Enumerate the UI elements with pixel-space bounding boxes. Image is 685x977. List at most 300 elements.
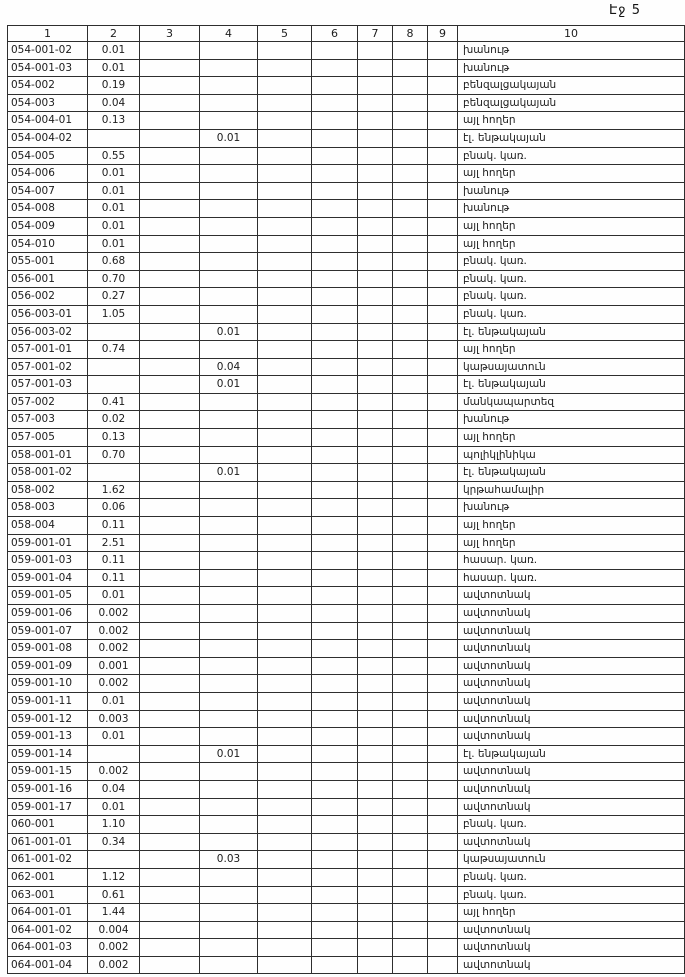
cell xyxy=(140,780,200,798)
table-row xyxy=(8,833,685,851)
cell xyxy=(140,94,200,112)
cell xyxy=(140,939,200,957)
cell xyxy=(140,552,200,570)
cell xyxy=(393,235,428,253)
cell xyxy=(358,816,393,834)
cell xyxy=(258,798,312,816)
cell xyxy=(312,587,358,605)
cell: 0.11 xyxy=(88,569,140,587)
cell xyxy=(312,552,358,570)
cell xyxy=(428,534,458,552)
cell xyxy=(393,851,428,869)
cell: 054-001-02 xyxy=(8,42,88,60)
cell: 056-003-01 xyxy=(8,305,88,323)
cell xyxy=(428,587,458,605)
cell xyxy=(88,464,140,482)
cell xyxy=(393,270,428,288)
cell xyxy=(258,517,312,535)
cell: էլ. ենթակայան xyxy=(458,376,685,394)
cell: խանութ xyxy=(458,200,685,218)
cell xyxy=(200,939,258,957)
cell xyxy=(393,376,428,394)
cell: բնակ. կառ. xyxy=(458,305,685,323)
cell xyxy=(140,112,200,130)
cell xyxy=(358,305,393,323)
cell xyxy=(428,517,458,535)
cell xyxy=(140,464,200,482)
cell xyxy=(393,147,428,165)
cell: բենզալցակայան xyxy=(458,77,685,95)
cell xyxy=(140,851,200,869)
table-row xyxy=(8,710,685,728)
cell: 0.01 xyxy=(88,42,140,60)
cell xyxy=(312,622,358,640)
cell: 0.01 xyxy=(88,217,140,235)
cell xyxy=(258,499,312,517)
cell xyxy=(312,464,358,482)
cell xyxy=(393,780,428,798)
cell: 057-005 xyxy=(8,429,88,447)
cell xyxy=(393,253,428,271)
cell xyxy=(428,904,458,922)
cell xyxy=(358,517,393,535)
cell xyxy=(88,376,140,394)
cell xyxy=(393,517,428,535)
cell xyxy=(140,323,200,341)
cell xyxy=(393,341,428,359)
cell xyxy=(140,904,200,922)
cell xyxy=(140,868,200,886)
cell xyxy=(312,147,358,165)
cell: 054-001-03 xyxy=(8,59,88,77)
cell: 057-001-02 xyxy=(8,358,88,376)
cell xyxy=(358,94,393,112)
cell: կաթսայատուն xyxy=(458,851,685,869)
header-cell: 6 xyxy=(312,26,358,42)
cell xyxy=(428,77,458,95)
cell: 0.01 xyxy=(200,376,258,394)
cell xyxy=(200,446,258,464)
cell xyxy=(258,112,312,130)
table-row xyxy=(8,921,685,939)
cell xyxy=(358,534,393,552)
cell: 0.01 xyxy=(88,182,140,200)
cell xyxy=(140,816,200,834)
cell xyxy=(200,341,258,359)
cell xyxy=(358,886,393,904)
cell: 059-001-07 xyxy=(8,622,88,640)
cell: 059-001-01 xyxy=(8,534,88,552)
cell: 0.01 xyxy=(200,129,258,147)
cell xyxy=(358,235,393,253)
cell xyxy=(258,481,312,499)
cell: 061-001-02 xyxy=(8,851,88,869)
cell xyxy=(258,833,312,851)
cell xyxy=(258,939,312,957)
cell xyxy=(393,640,428,658)
cell xyxy=(393,657,428,675)
cell xyxy=(312,253,358,271)
cell xyxy=(140,59,200,77)
cell xyxy=(200,200,258,218)
cell: 057-001-03 xyxy=(8,376,88,394)
cell xyxy=(140,657,200,675)
cell xyxy=(358,481,393,499)
cell: 058-003 xyxy=(8,499,88,517)
cell xyxy=(358,605,393,623)
table-row xyxy=(8,728,685,746)
cell: այլ հողեր xyxy=(458,904,685,922)
cell xyxy=(358,165,393,183)
cell xyxy=(200,886,258,904)
cell xyxy=(258,745,312,763)
cell xyxy=(200,622,258,640)
cell xyxy=(393,904,428,922)
cell xyxy=(140,569,200,587)
cell xyxy=(358,587,393,605)
cell xyxy=(428,728,458,746)
cell: ավտոտնակ xyxy=(458,622,685,640)
cell xyxy=(428,481,458,499)
cell: բենզալցակայան xyxy=(458,94,685,112)
cell xyxy=(393,481,428,499)
cell: 054-004-02 xyxy=(8,129,88,147)
cell xyxy=(428,956,458,974)
cell xyxy=(140,42,200,60)
header-cell: 2 xyxy=(88,26,140,42)
cell: 058-001-01 xyxy=(8,446,88,464)
cell xyxy=(428,851,458,869)
cell xyxy=(393,692,428,710)
cell xyxy=(312,692,358,710)
cell xyxy=(258,129,312,147)
cell: 0.11 xyxy=(88,552,140,570)
cell: 0.01 xyxy=(88,200,140,218)
cell: 064-001-04 xyxy=(8,956,88,974)
cell: 054-003 xyxy=(8,94,88,112)
cell xyxy=(393,288,428,306)
cell: խանութ xyxy=(458,182,685,200)
cell xyxy=(258,411,312,429)
cell xyxy=(200,569,258,587)
cell: 0.11 xyxy=(88,517,140,535)
cell: 054-007 xyxy=(8,182,88,200)
cell xyxy=(393,59,428,77)
cell xyxy=(428,393,458,411)
cell xyxy=(258,305,312,323)
cell xyxy=(393,112,428,130)
cell: խանութ xyxy=(458,42,685,60)
cell xyxy=(428,147,458,165)
cell xyxy=(258,886,312,904)
header-cell: 5 xyxy=(258,26,312,42)
cell xyxy=(258,640,312,658)
cell xyxy=(258,692,312,710)
cell: 059-001-13 xyxy=(8,728,88,746)
cell xyxy=(200,94,258,112)
cell: 1.44 xyxy=(88,904,140,922)
cell xyxy=(358,129,393,147)
cell xyxy=(358,780,393,798)
cell: 0.01 xyxy=(200,464,258,482)
cell xyxy=(200,165,258,183)
cell xyxy=(140,129,200,147)
cell xyxy=(140,640,200,658)
cell xyxy=(393,411,428,429)
cell xyxy=(140,393,200,411)
cell: ավտոտնակ xyxy=(458,657,685,675)
cell xyxy=(140,499,200,517)
cell: 054-005 xyxy=(8,147,88,165)
cell xyxy=(140,710,200,728)
table-row xyxy=(8,745,685,763)
cell: 0.01 xyxy=(88,798,140,816)
cell xyxy=(312,323,358,341)
cell xyxy=(200,253,258,271)
cell xyxy=(258,622,312,640)
cell xyxy=(312,129,358,147)
cell xyxy=(393,464,428,482)
cell xyxy=(428,217,458,235)
cell xyxy=(200,270,258,288)
cell: 0.61 xyxy=(88,886,140,904)
cell xyxy=(358,393,393,411)
cell: հասար. կառ. xyxy=(458,552,685,570)
cell: ավտոտնակ xyxy=(458,587,685,605)
cell xyxy=(312,745,358,763)
table-row xyxy=(8,851,685,869)
cell: բնակ. կառ. xyxy=(458,288,685,306)
cell xyxy=(358,939,393,957)
cell: այլ հողեր xyxy=(458,235,685,253)
cell: ավտոտնակ xyxy=(458,605,685,623)
cell xyxy=(200,42,258,60)
cell: 0.002 xyxy=(88,605,140,623)
cell: 0.002 xyxy=(88,675,140,693)
cell xyxy=(258,59,312,77)
cell xyxy=(312,534,358,552)
cell xyxy=(140,288,200,306)
cell: 0.003 xyxy=(88,710,140,728)
cell: խանութ xyxy=(458,411,685,429)
cell: 0.002 xyxy=(88,956,140,974)
cell xyxy=(200,816,258,834)
cell xyxy=(312,499,358,517)
cell xyxy=(312,605,358,623)
cell xyxy=(140,605,200,623)
cell xyxy=(140,517,200,535)
table-row xyxy=(8,288,685,306)
cell xyxy=(200,833,258,851)
page-number-label: Էջ 5 xyxy=(608,3,641,18)
cell xyxy=(358,640,393,658)
cell: 0.13 xyxy=(88,112,140,130)
cell xyxy=(258,341,312,359)
cell: 0.01 xyxy=(88,728,140,746)
cell xyxy=(200,235,258,253)
cell xyxy=(140,921,200,939)
cell xyxy=(258,587,312,605)
cell xyxy=(140,798,200,816)
cell xyxy=(393,710,428,728)
cell xyxy=(312,657,358,675)
cell xyxy=(428,288,458,306)
cell xyxy=(358,728,393,746)
cell: 061-001-01 xyxy=(8,833,88,851)
table-row xyxy=(8,77,685,95)
table-row xyxy=(8,534,685,552)
cell xyxy=(428,780,458,798)
cell xyxy=(312,763,358,781)
cell: 0.03 xyxy=(200,851,258,869)
cell xyxy=(393,323,428,341)
cell: խանութ xyxy=(458,59,685,77)
cell: պոլիկլինիկա xyxy=(458,446,685,464)
table-row xyxy=(8,798,685,816)
cell: 0.04 xyxy=(88,94,140,112)
cell xyxy=(200,429,258,447)
header-cell: 4 xyxy=(200,26,258,42)
cell xyxy=(200,112,258,130)
table-row xyxy=(8,200,685,218)
cell xyxy=(258,921,312,939)
cell xyxy=(312,517,358,535)
cell xyxy=(393,429,428,447)
cell xyxy=(358,956,393,974)
cell: 0.55 xyxy=(88,147,140,165)
cell: 054-009 xyxy=(8,217,88,235)
table-row xyxy=(8,499,685,517)
table-row xyxy=(8,868,685,886)
cell: 1.12 xyxy=(88,868,140,886)
table-header-row xyxy=(8,26,685,42)
cell xyxy=(393,94,428,112)
table-row xyxy=(8,587,685,605)
cell xyxy=(393,868,428,886)
cell xyxy=(428,270,458,288)
cell xyxy=(393,77,428,95)
cell xyxy=(312,341,358,359)
cell: 055-001 xyxy=(8,253,88,271)
cell: 062-001 xyxy=(8,868,88,886)
table-row xyxy=(8,904,685,922)
cell xyxy=(428,464,458,482)
cell: բնակ. կառ. xyxy=(458,816,685,834)
cell xyxy=(88,129,140,147)
cell xyxy=(258,710,312,728)
table-row xyxy=(8,692,685,710)
cell xyxy=(258,235,312,253)
cell xyxy=(200,780,258,798)
table-row xyxy=(8,886,685,904)
cell xyxy=(428,42,458,60)
cell xyxy=(200,956,258,974)
cell: բնակ. կառ. xyxy=(458,886,685,904)
cell xyxy=(358,622,393,640)
cell xyxy=(312,429,358,447)
cell xyxy=(428,376,458,394)
table-row xyxy=(8,552,685,570)
cell xyxy=(393,182,428,200)
cell: 054-006 xyxy=(8,165,88,183)
cell xyxy=(358,798,393,816)
cell xyxy=(258,270,312,288)
cell xyxy=(312,868,358,886)
cell xyxy=(393,745,428,763)
cell xyxy=(393,798,428,816)
cell: 0.002 xyxy=(88,640,140,658)
cell xyxy=(428,605,458,623)
cell xyxy=(140,270,200,288)
cell xyxy=(358,253,393,271)
cell: այլ հողեր xyxy=(458,534,685,552)
cell xyxy=(200,411,258,429)
cell xyxy=(393,217,428,235)
cell: 059-001-05 xyxy=(8,587,88,605)
cell xyxy=(140,217,200,235)
cell xyxy=(312,904,358,922)
table-row xyxy=(8,481,685,499)
cell xyxy=(428,323,458,341)
cell xyxy=(428,569,458,587)
table-row xyxy=(8,235,685,253)
cell xyxy=(88,745,140,763)
cell xyxy=(428,341,458,359)
cell xyxy=(358,446,393,464)
cell xyxy=(140,692,200,710)
cell xyxy=(393,499,428,517)
cell xyxy=(200,552,258,570)
table-body xyxy=(8,42,685,974)
cell: 057-003 xyxy=(8,411,88,429)
cell xyxy=(258,182,312,200)
cell xyxy=(312,939,358,957)
cell xyxy=(200,288,258,306)
cell xyxy=(200,393,258,411)
cell xyxy=(258,393,312,411)
cell xyxy=(358,376,393,394)
cell xyxy=(393,200,428,218)
cell xyxy=(312,305,358,323)
cell xyxy=(312,217,358,235)
cell xyxy=(393,763,428,781)
cell xyxy=(140,341,200,359)
cell: ավտոտնակ xyxy=(458,921,685,939)
cell xyxy=(428,112,458,130)
cell xyxy=(140,147,200,165)
table-row xyxy=(8,165,685,183)
cell xyxy=(140,833,200,851)
cell xyxy=(358,59,393,77)
cell: բնակ. կառ. xyxy=(458,270,685,288)
table-row xyxy=(8,446,685,464)
cell xyxy=(140,728,200,746)
cell xyxy=(428,129,458,147)
cell xyxy=(258,464,312,482)
cell xyxy=(312,358,358,376)
cell xyxy=(428,833,458,851)
cell: 0.34 xyxy=(88,833,140,851)
cell xyxy=(200,605,258,623)
table-row xyxy=(8,393,685,411)
cell xyxy=(140,446,200,464)
cell: այլ հողեր xyxy=(458,165,685,183)
cell xyxy=(312,816,358,834)
table-row xyxy=(8,376,685,394)
cell: 063-001 xyxy=(8,886,88,904)
cell xyxy=(258,534,312,552)
cell xyxy=(393,886,428,904)
